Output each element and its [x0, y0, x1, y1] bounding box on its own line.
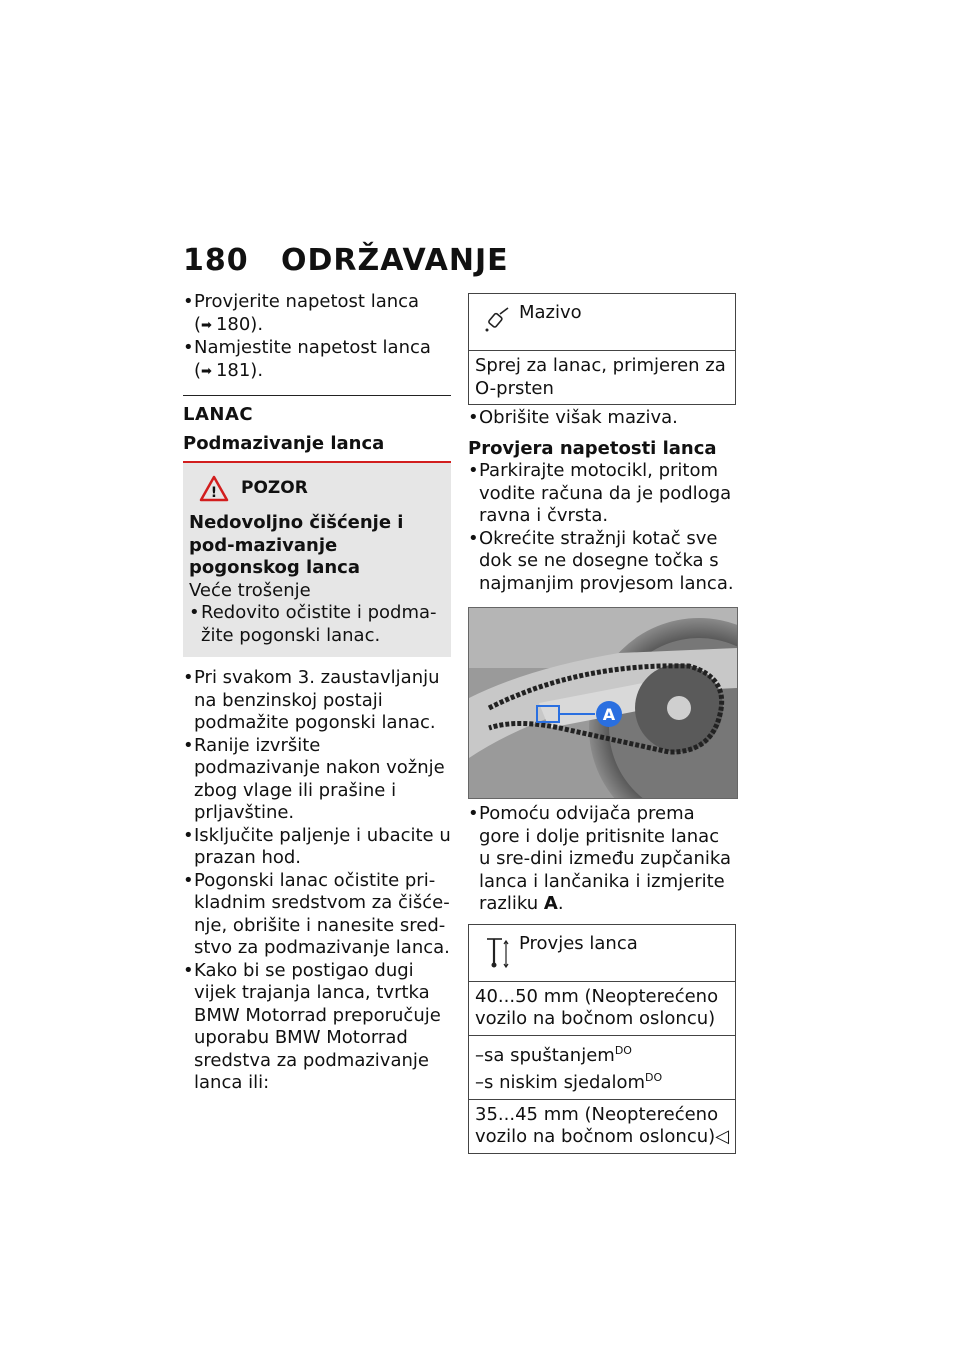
photo-label: A: [602, 705, 616, 724]
measure-ref: A: [543, 893, 558, 914]
list-item: • Okrećite stražnji kotač sve dok se ne dosegne točka s najmanjim provjesom lanca.: [468, 528, 736, 596]
arrow-right-icon: ➡: [201, 363, 212, 379]
warning-box: [183, 463, 451, 657]
page-title: ODRŽAVANJE: [281, 243, 509, 278]
warning-item: • Redovito očistite i podma-žite pogonski lanac.: [189, 602, 445, 647]
chain-slack-conditions: [469, 1035, 735, 1099]
list-item: • Kako bi se postigao dugi vijek trajanja lanca, tvrtka BMW Motorrad preporučuje uporabu BMW Motorrad sredstva za podmazivanje lanca ili:: [183, 960, 451, 1095]
warning-text: Veće trošenje: [189, 579, 311, 601]
subsection-title: Provjera napetosti lanca: [468, 437, 717, 459]
intro-text: Provjerite napetost lanca: [194, 291, 420, 312]
right-column: [468, 293, 736, 1154]
arrow-right-icon: ➡: [201, 317, 212, 333]
lubricant-box: [468, 293, 736, 405]
warning-title: POZOR: [241, 478, 308, 499]
chain-slack-value-lowered: [469, 1099, 735, 1153]
chain-slack-box: [468, 924, 736, 1154]
warning-icon: [199, 475, 229, 502]
list-item: • Pogonski lanac očistite pri-kladnim sredstvom za čišće-nje, obrišite i nanesite sred-stvo za podmazivanje lanca.: [183, 870, 451, 960]
page-number: 180: [183, 243, 249, 278]
intro-text: Namjestite napetost lanca: [194, 337, 431, 358]
list-item: • Pomoću odvijača prema gore i dolje pritisnite lanac u sre-dini između zupčanika lanca i lančanika i izmjerite razliku A.: [468, 803, 736, 916]
option-mark: DO: [614, 1043, 632, 1057]
section-title: LANAC: [183, 404, 254, 425]
option-mark: DO: [645, 1071, 663, 1084]
chain-slack-icon: [482, 935, 512, 969]
condition-text: –sa spuštanjem: [475, 1044, 615, 1066]
list-item: • Isključite paljenje i ubacite u prazan hod.: [183, 825, 451, 870]
end-mark-icon: ◁: [715, 1126, 730, 1147]
list-item: • Pri svakom 3. zaustavljanju na benzinskoj postaji podmažite pogonski lanac.: [183, 667, 451, 735]
page-ref: 181).: [215, 359, 264, 381]
page-ref: 180).: [215, 313, 264, 335]
warning-heading: Nedovoljno čišćenje i pod-mazivanje pogonskog lanca: [189, 512, 404, 578]
list-item: • Obrišite višak maziva.: [468, 407, 736, 430]
list-item: • Namjestite napetost lanca (➡ 181).: [183, 337, 451, 383]
condition-text: –s niskim sjedalom: [475, 1072, 646, 1093]
subsection-title: Podmazivanje lanca: [183, 432, 385, 454]
lubricant-value: Sprej za lanac, primjeren za O-prsten: [469, 350, 735, 404]
oil-can-icon: [482, 304, 512, 334]
list-item: • Ranije izvršite podmazivanje nakon vožnje zbog vlage ili prašine i prljavštine.: [183, 735, 451, 825]
list-item: • Parkirajte motocikl, pritom vodite računa da je podloga ravna i čvrsta.: [468, 460, 736, 528]
chain-photo: [468, 607, 738, 799]
measure-text: Pomoću odvijača prema gore i dolje pritisnite lanac u sre-dini između zupčanika lanca i lančanika i izmjerite razliku: [479, 803, 732, 914]
chain-slack-value: 40...50 mm (Neopterećeno vozilo na bočnom osloncu): [469, 981, 735, 1035]
section-divider: [183, 395, 451, 396]
left-column: [183, 291, 451, 1095]
chain-slack-label: Provjes lanca: [519, 932, 638, 954]
value-text: 35...45 mm (Neopterećeno vozilo na bočnom osloncu): [475, 1103, 719, 1147]
lubricant-label: Mazivo: [519, 302, 582, 323]
svg-text:!: !: [210, 485, 218, 501]
list-item: • Provjerite napetost lanca (➡ 180).: [183, 291, 451, 337]
